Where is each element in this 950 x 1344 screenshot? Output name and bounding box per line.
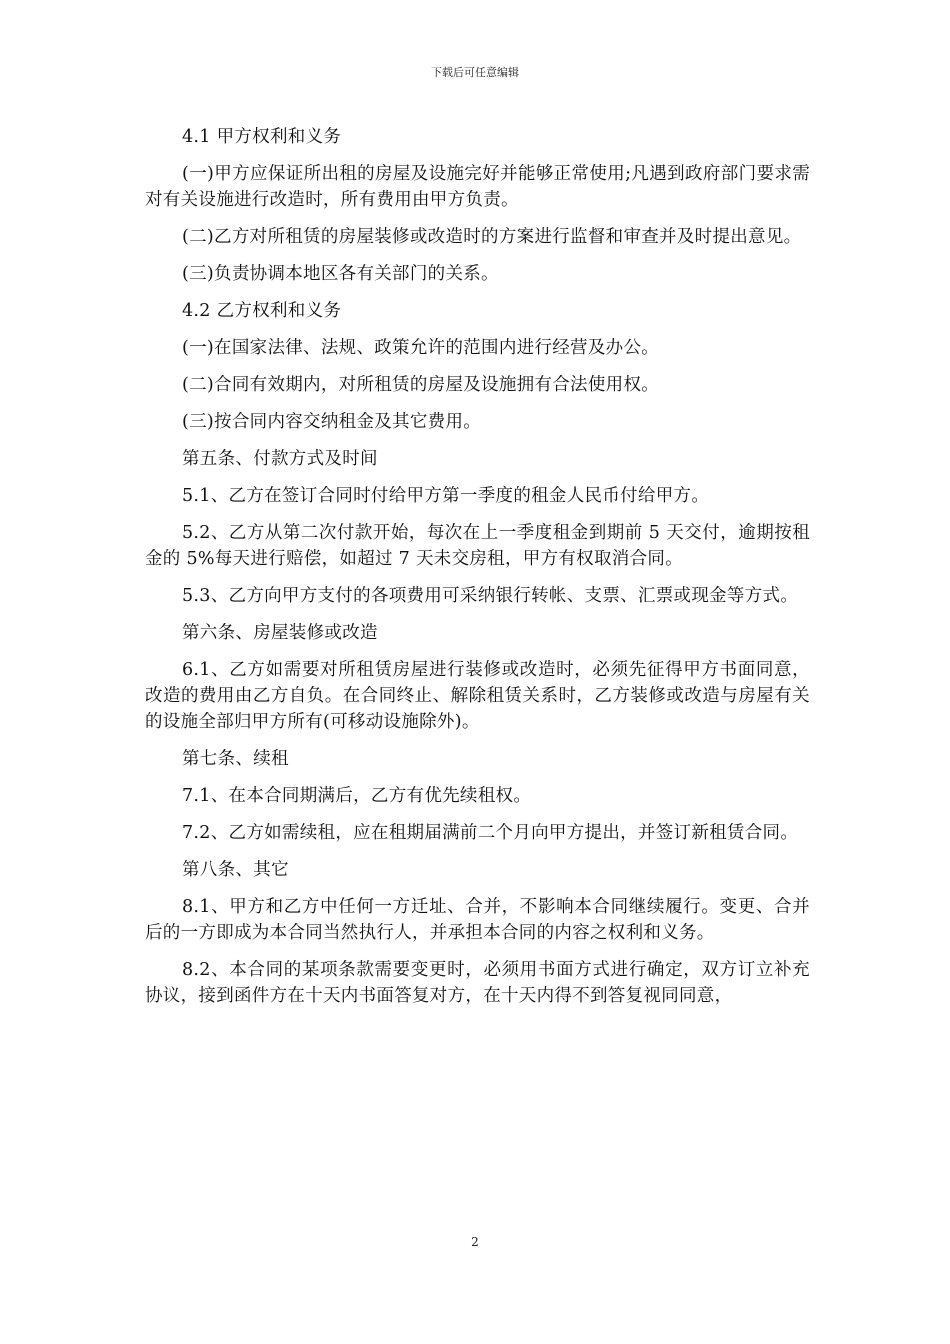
clause-paragraph: (二)乙方对所租赁的房屋装修或改造时的方案进行监督和审查并及时提出意见。 (182, 227, 802, 247)
clause-paragraph: (三)负责协调本地区各有关部门的关系。 (182, 264, 499, 284)
clause-paragraph: (一)在国家法律、法规、政策允许的范围内进行经营及办公。 (182, 338, 660, 358)
clause-paragraph: 8.1、甲方和乙方中任何一方迁址、合并，不影响本合同继续履行。变更、合并后的一方即成为本合同当然执行人，并承担本合同的内容之权利和义务。 (145, 897, 810, 943)
page-header: 下载后可任意编辑 (431, 66, 519, 79)
clause-paragraph: (三)按合同内容交纳租金及其它费用。 (182, 412, 482, 432)
clause-paragraph: (一)甲方应保证所出租的房屋及设施完好并能够正常使用;凡遇到政府部门要求需对有关设施进行改造时，所有费用由甲方负责。 (145, 164, 810, 210)
section-heading-4-2: 4.2 乙方权利和义务 (182, 301, 342, 321)
clause-paragraph: (二)合同有效期内，对所租赁的房屋及设施拥有合法使用权。 (182, 375, 660, 395)
clause-paragraph: 8.2、本合同的某项条款需要变更时，必须用书面方式进行确定，双方订立补充协议，接到函件方在十天内书面答复对方，在十天内得不到答复视同同意， (145, 960, 810, 1006)
clause-paragraph: 6.1、乙方如需要对所租赁房屋进行装修或改造时，必须先征得甲方书面同意，改造的费用由乙方自负。在合同终止、解除租赁关系时，乙方装修或改造与房屋有关的设施全部归甲方所有(可移动设施除外)。 (145, 660, 810, 732)
page-number: 2 (471, 1235, 479, 1249)
clause-paragraph: 7.1、在本合同期满后，乙方有优先续租权。 (182, 786, 532, 806)
article-heading-5: 第五条、付款方式及时间 (182, 449, 378, 469)
clause-paragraph: 5.3、乙方向甲方支付的各项费用可采纳银行转帐、支票、汇票或现金等方式。 (182, 586, 799, 606)
clause-paragraph: 5.2、乙方从第二次付款开始，每次在上一季度租金到期前 5 天交付，逾期按租金的 5%每天进行赔偿，如超过 7 天未交房租，甲方有权取消合同。 (145, 523, 810, 569)
article-heading-8: 第八条、其它 (182, 860, 289, 880)
article-heading-6: 第六条、房屋装修或改造 (182, 623, 378, 643)
clause-paragraph: 5.1、乙方在签订合同时付给甲方第一季度的租金人民币付给甲方。 (182, 486, 710, 506)
clause-paragraph: 7.2、乙方如需续租，应在租期届满前二个月向甲方提出，并签订新租赁合同。 (182, 823, 799, 843)
section-heading-4-1: 4.1 甲方权利和义务 (182, 127, 342, 147)
article-heading-7: 第七条、续租 (182, 749, 289, 769)
document-body (145, 124, 810, 1020)
